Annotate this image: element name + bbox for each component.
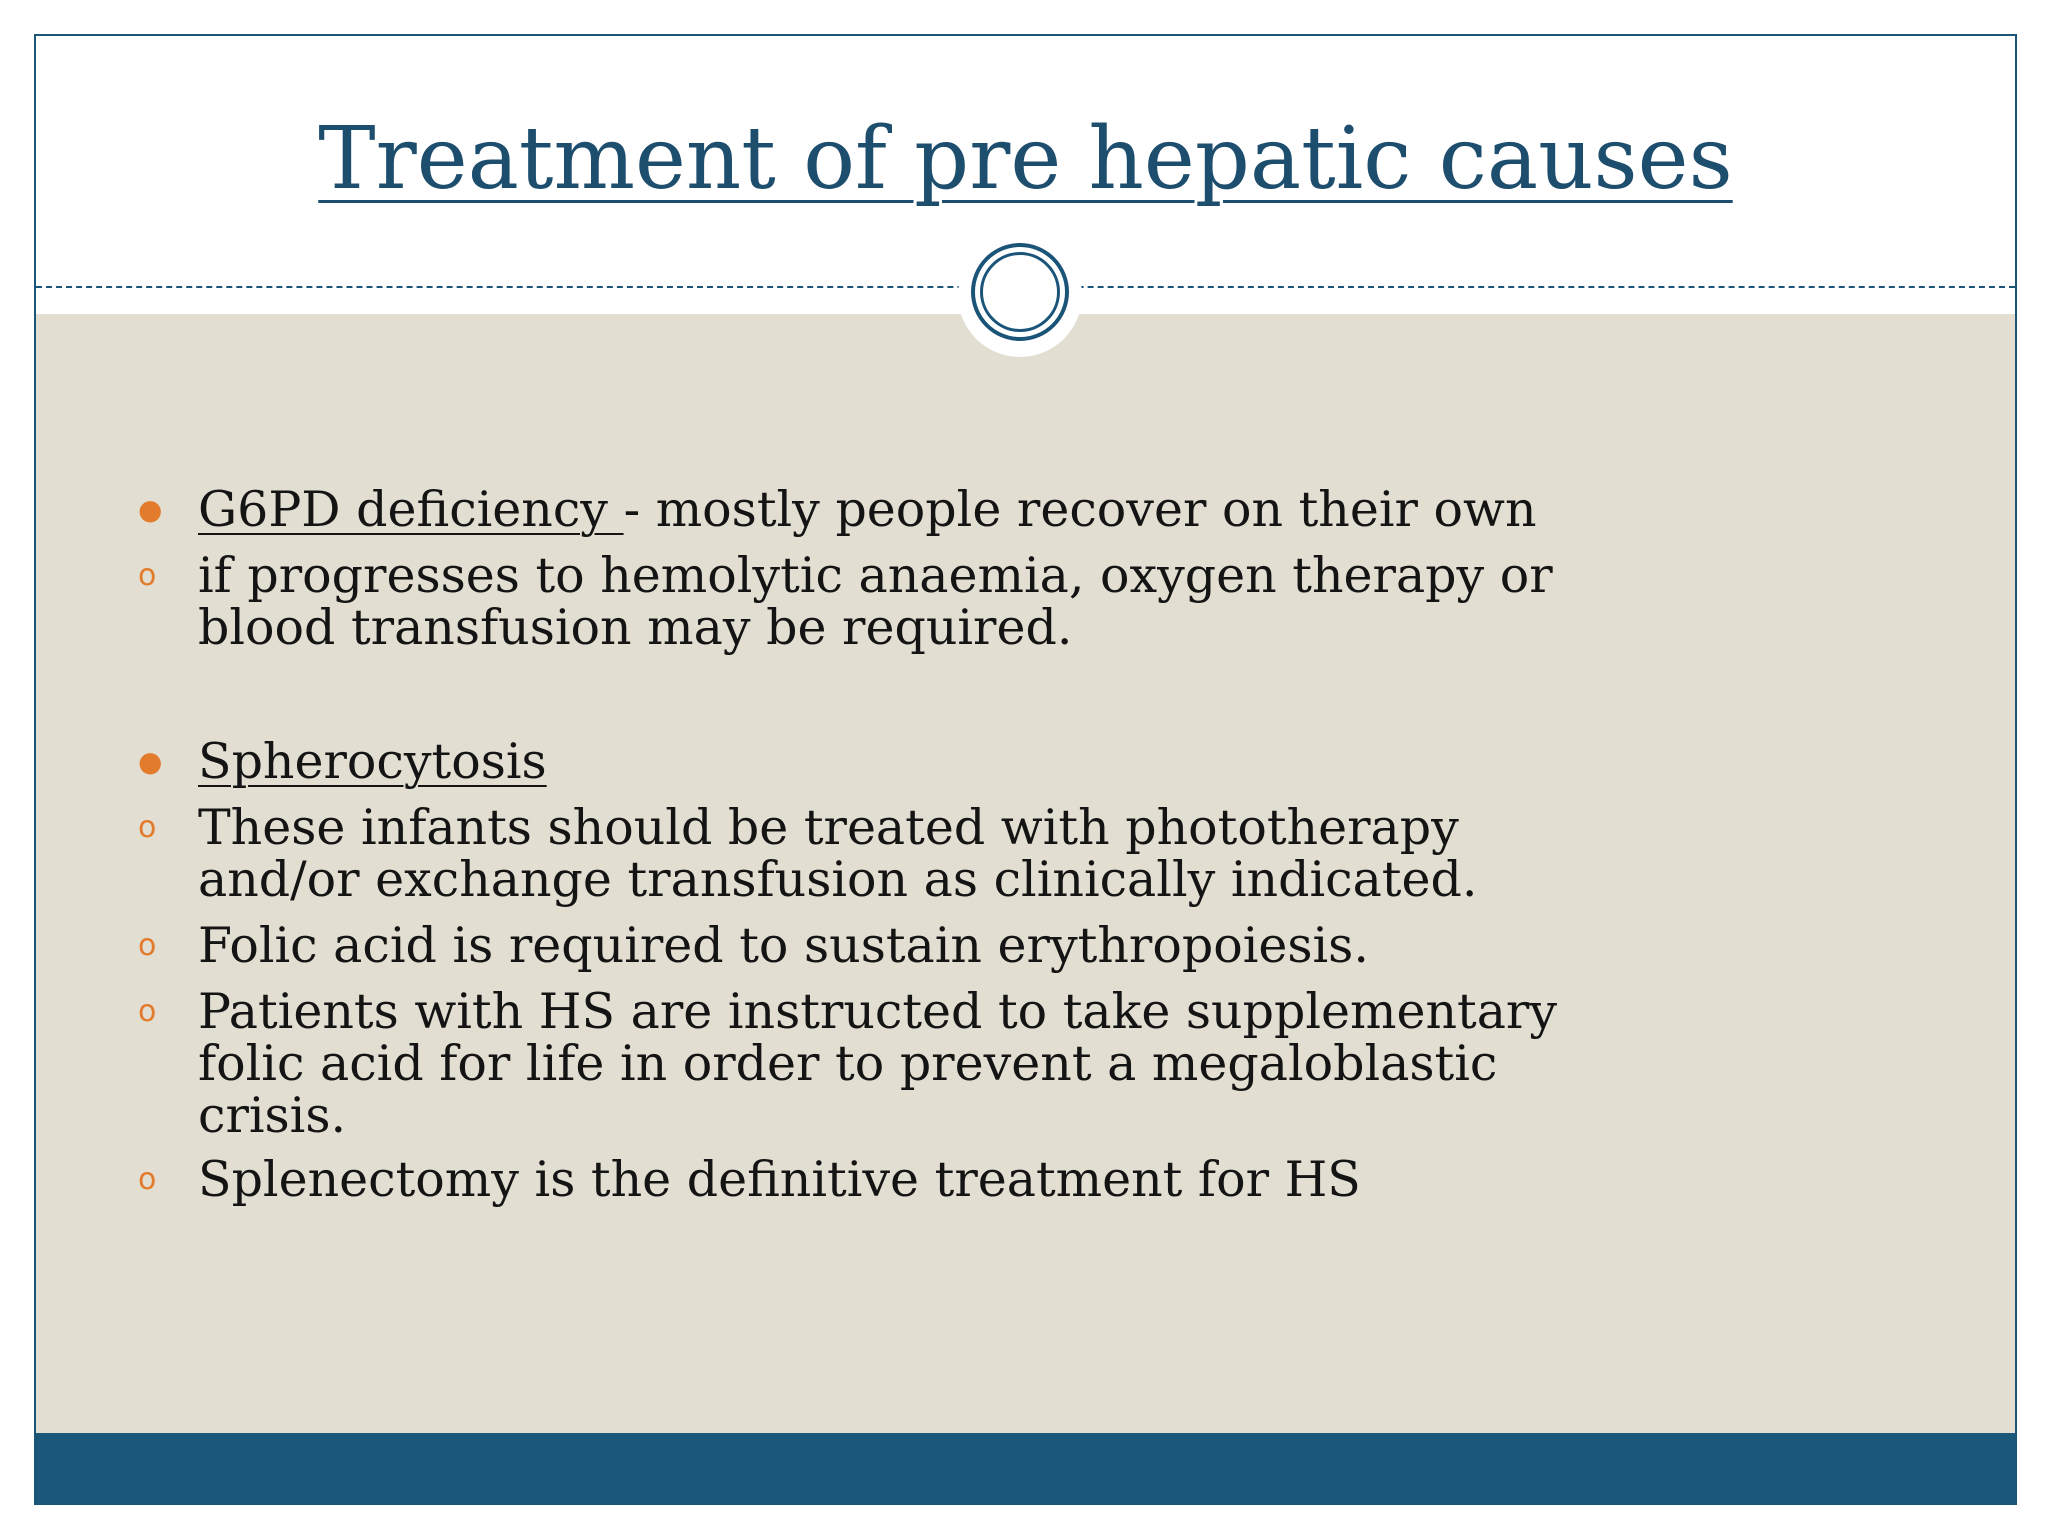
bullet-circle-icon: o <box>138 928 157 963</box>
list-item: Splenectomy is the definitive treatment for HS <box>198 1151 1361 1208</box>
section-heading-g6pd <box>198 481 1578 538</box>
list-item: if progresses to hemolytic anaemia, oxygen therapy or blood transfusion may be required. <box>198 547 1553 656</box>
bullet-circle-icon: o <box>138 558 157 593</box>
section-heading-text: G6PD deficiency <box>198 481 624 538</box>
list-item: Patients with HS are instructed to take supplementary folic acid for life in order to prevent a megaloblastic crisis. <box>198 983 1558 1144</box>
slide <box>34 34 2017 1505</box>
section-heading-suffix: - mostly people recover on their own <box>623 481 1537 538</box>
section-heading-spherocytosis <box>198 733 1578 790</box>
slide-title: Treatment of pre hepatic causes <box>318 109 1733 209</box>
list-item: Folic acid is required to sustain erythropoiesis. <box>198 917 1369 974</box>
section-heading-text: Spherocytosis <box>198 733 547 790</box>
slide-body <box>36 36 2015 1503</box>
bullet-circle-icon: o <box>138 1162 157 1197</box>
footer-bar <box>36 1433 2015 1503</box>
bullet-dot-icon: ● <box>138 745 163 778</box>
bullet-circle-icon: o <box>138 994 157 1029</box>
bullet-circle-icon: o <box>138 810 157 845</box>
list-item: These infants should be treated with phototherapy and/or exchange transfusion as clinically indicated. <box>198 799 1478 908</box>
bullet-dot-icon: ● <box>138 493 163 526</box>
